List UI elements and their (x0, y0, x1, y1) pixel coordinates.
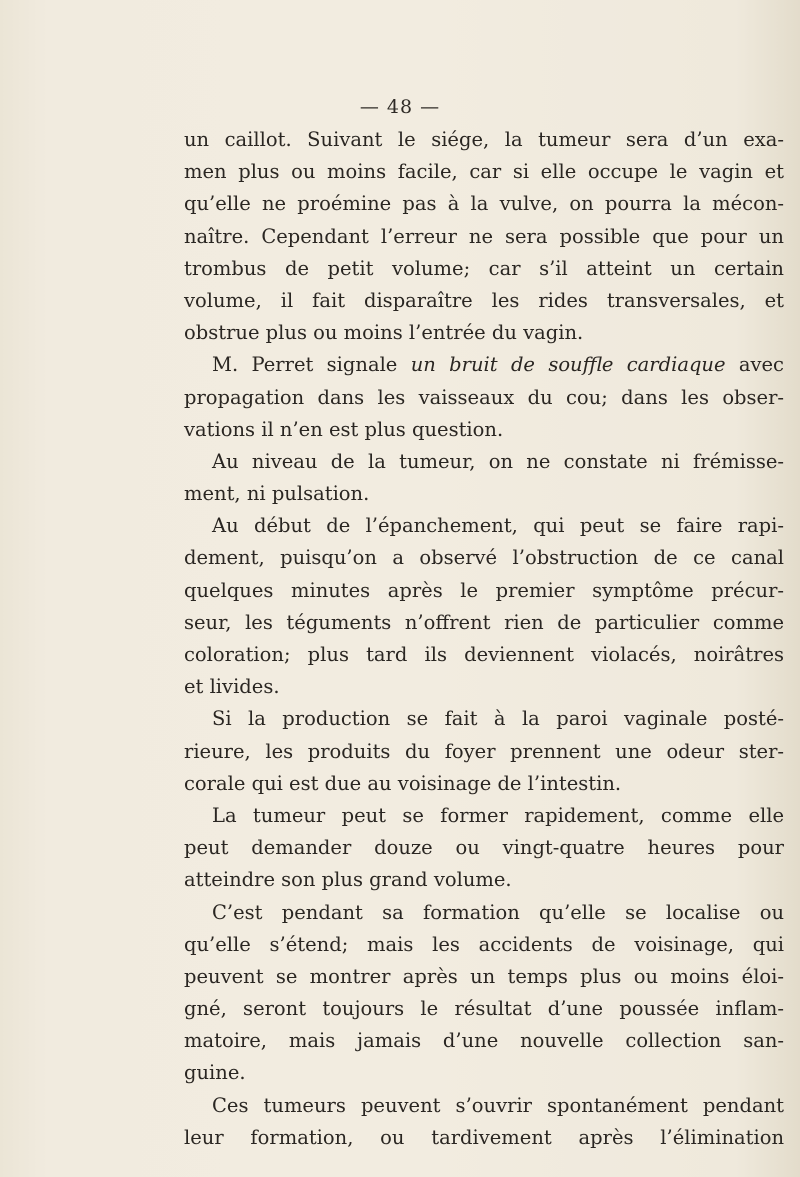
text-line: naître. Cependant l’erreur ne sera possible que pour un (184, 224, 784, 248)
text-line: rieure, les produits du foyer prennent une odeur ster- (184, 739, 784, 763)
text-line: propagation dans les vaisseaux du cou; dans les obser- (184, 385, 784, 409)
text-line: Si la production se fait à la paroi vaginale posté- (212, 707, 784, 731)
text-line: et livides. (184, 675, 280, 699)
text-line: obstrue plus ou moins l’entrée du vagin. (184, 321, 584, 345)
text-line: atteindre son plus grand volume. (184, 868, 512, 892)
text-line: gné, seront toujours le résultat d’une poussée inflam- (184, 997, 784, 1021)
text-line: coloration; plus tard ils deviennent violacés, noirâtres (184, 643, 784, 666)
text-line: Au niveau de la tumeur, on ne constate ni frémisse- (212, 449, 784, 473)
text-line: trombus de petit volume; car s’il atteint un certain (184, 256, 784, 280)
text-line: La tumeur peut se former rapidement, comme elle (212, 803, 784, 827)
text-line: Ces tumeurs peuvent s’ouvrir spontanément pendant (212, 1093, 784, 1117)
text-line (184, 349, 784, 381)
text-line: C’est pendant sa formation qu’elle se localise ou (212, 900, 784, 924)
text-line: peut demander douze ou vingt-quatre heures pour (184, 836, 784, 860)
text-line: qu’elle ne proémine pas à la vulve, on pourra la mécon- (184, 192, 784, 216)
italic-phrase: un bruit de souffle cardiaque (410, 353, 726, 377)
text-line: corale qui est due au voisinage de l’intestin. (184, 771, 622, 795)
text-segment: M. Perret signale (212, 353, 411, 377)
text-line: Au début de l’épanchement, qui peut se faire rapi- (212, 514, 784, 538)
text-line: dement, puisqu’on a observé l’obstruction de ce canal (184, 546, 784, 570)
text-line: leur formation, ou tardivement après l’élimination (184, 1125, 784, 1149)
text-line: volume, il fait disparaître les rides transversales, et (184, 288, 784, 312)
text-line: seur, les téguments n’offrent rien de particulier comme (184, 610, 784, 634)
text-line: vations il n’en est plus question. (184, 417, 504, 441)
text-line: men plus ou moins facile, car si elle occupe le vagin et (184, 160, 784, 184)
text-line: guine. (184, 1061, 246, 1085)
text-line: qu’elle s’étend; mais les accidents de voisinage, qui (184, 932, 784, 956)
text-line: ment, ni pulsation. (184, 482, 370, 506)
body-text (184, 124, 784, 1154)
text-line: un caillot. Suivant le siége, la tumeur sera d’un exa- (184, 128, 784, 151)
text-segment: avec (725, 353, 784, 377)
text-line: peuvent se montrer après un temps plus ou moins éloi- (184, 964, 784, 988)
text-line: quelques minutes après le premier symptôme précur- (184, 578, 784, 602)
text-line: matoire, mais jamais d’une nouvelle collection san- (184, 1029, 784, 1053)
page-number: — 48 — (359, 96, 441, 118)
